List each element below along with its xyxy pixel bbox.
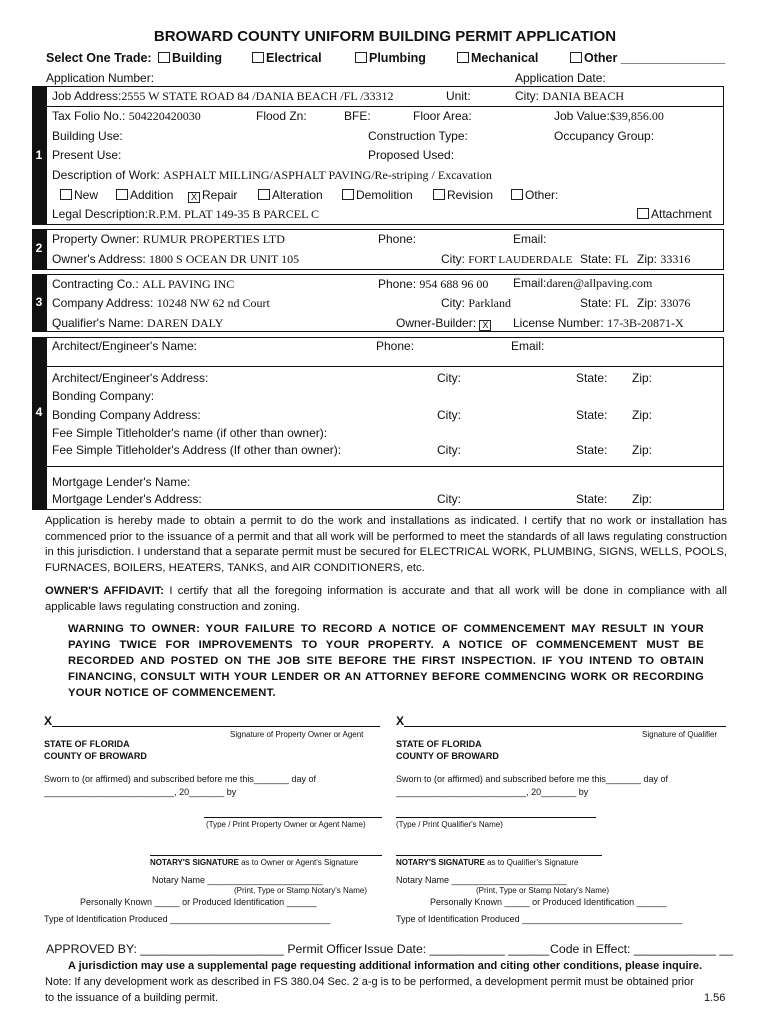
bonding-zip-label[interactable]: Zip: (632, 408, 653, 422)
company-city-field[interactable]: City: Parkland (441, 296, 511, 310)
titleholder-state-label[interactable]: State: (576, 443, 608, 457)
tax-folio-field[interactable]: Tax Folio No.: 504220420030 (52, 109, 201, 123)
qualifier-signature-line[interactable] (404, 726, 726, 727)
trade-mechanical-checkbox[interactable] (457, 52, 469, 63)
personally-known-left[interactable]: Personally Known _____ or Produced Identification ______ (80, 897, 317, 907)
owner-zip-field[interactable]: Zip: 33316 (637, 252, 691, 266)
development-note-2: to the issuance of a building permit. (45, 992, 219, 1004)
job-value-field[interactable]: Job Value:$39,856.00 (554, 109, 664, 123)
bfe-label[interactable]: BFE: (344, 109, 371, 123)
id-type-right[interactable]: Type of Identification Produced ________________________________ (396, 914, 683, 924)
notary-signature-line-left[interactable] (150, 855, 382, 856)
trade-plumbing[interactable]: Plumbing (355, 51, 426, 65)
bonding-state-label[interactable]: State: (576, 408, 608, 422)
company-zip-field[interactable]: Zip: 33076 (637, 296, 691, 310)
unit-label[interactable]: Unit: (446, 89, 471, 103)
owner-builder-checkbox[interactable]: X (479, 320, 491, 331)
work-other[interactable]: Other: (511, 188, 558, 202)
building-use-label[interactable]: Building Use: (52, 129, 123, 143)
architect-address-label[interactable]: Architect/Engineer's Address: (52, 371, 209, 385)
qualifier-name-field[interactable]: Qualifier's Name: DAREN DALY (52, 316, 224, 330)
state-of-florida-right: STATE OF FLORIDA (396, 739, 482, 749)
contractor-email-field[interactable]: Email:daren@allpaving.com (513, 276, 653, 290)
county-broward-left: COUNTY OF BROWARD (44, 751, 147, 761)
architect-zip-label[interactable]: Zip: (632, 371, 653, 385)
architect-state-label[interactable]: State: (576, 371, 608, 385)
mortgage-lender-address-label[interactable]: Mortgage Lender's Address: (52, 492, 202, 506)
notary-signature-caption-left: NOTARY'S SIGNATURE as to Owner or Agent's Signature (150, 858, 359, 867)
notary-name-left[interactable]: Notary Name _______________________ (152, 875, 323, 885)
owner-signature-x: X (44, 714, 53, 728)
trade-plumbing-checkbox[interactable] (355, 52, 367, 63)
sworn-line-2-left[interactable]: __________________________, 20_______ by (44, 787, 237, 797)
owners-affidavit: OWNER'S AFFIDAVIT: I certify that all the foregoing information is accurate and that all work will be done in compliance with all applicable laws regulating construction and zoning. (45, 585, 727, 613)
bonding-city-label[interactable]: City: (437, 408, 461, 422)
owner-address-field[interactable]: Owner's Address: 1800 S OCEAN DR UNIT 105 (52, 252, 300, 266)
trade-electrical-checkbox[interactable] (252, 52, 264, 63)
attachment-checkbox[interactable] (637, 208, 649, 219)
work-repair[interactable]: X Repair (188, 188, 237, 203)
titleholder-address-label[interactable]: Fee Simple Titleholder's Address (If other than owner): (52, 443, 342, 457)
notary-name-right[interactable]: Notary Name _______________________ (396, 875, 567, 885)
owner-signature-line[interactable] (52, 726, 380, 727)
description-of-work-field[interactable]: Description of Work: ASPHALT MILLING/ASPHALT PAVING/Re-striping / Excavation (52, 168, 492, 182)
sworn-line-2-right[interactable]: __________________________, 20_______ by (396, 787, 589, 797)
divider (46, 466, 724, 467)
trade-electrical[interactable]: Electrical (252, 51, 322, 65)
personally-known-right[interactable]: Personally Known _____ or Produced Identification ______ (430, 897, 667, 907)
mortgage-lender-name-label[interactable]: Mortgage Lender's Name: (52, 475, 191, 489)
flood-zone-label[interactable]: Flood Zn: (256, 109, 307, 123)
application-statement: Application is hereby made to obtain a permit to do the work and installations as indicated. I certify that no work or installation has commenced prior to the issuance of a permit and that all work will be performed to meet the standards of all laws regulating construction in this jurisdiction. I understand that a separate permit must be secured for ELECTRICAL WORK, PLUMBING, SIGNS, WELLS, POOLS, FURNACES, BOILERS, HEATERS, TANKS, and AIR CONDITIONERS, etc. (45, 515, 727, 574)
form-title: BROWARD COUNTY UNIFORM BUILDING PERMIT APPLICATION (153, 28, 617, 45)
sworn-line-1-left[interactable]: Sworn to (or affirmed) and subscribed before me this_______ day of (44, 774, 316, 784)
notary-signature-line-right[interactable] (396, 855, 602, 856)
work-repair-checkbox[interactable]: X (188, 192, 200, 203)
trade-building[interactable]: Building (158, 51, 222, 65)
section-2-bar (32, 229, 46, 270)
owner-email-label[interactable]: Email: (513, 232, 547, 246)
development-note-1: Note: If any development work as described in FS 380.04 Sec. 2 a-g is to be performed, a development permit must be obtained prior (45, 976, 694, 988)
work-new-checkbox[interactable] (60, 189, 72, 200)
work-demolition[interactable]: Demolition (342, 188, 413, 202)
divider (46, 106, 724, 107)
titleholder-zip-label[interactable]: Zip: (632, 443, 653, 457)
trade-other[interactable]: Other _______________ (570, 51, 725, 65)
job-address-field[interactable]: Job Address:2555 W STATE ROAD 84 /DANIA BEACH /FL /33312 (52, 89, 394, 103)
owner-phone-label[interactable]: Phone: (378, 232, 417, 246)
floor-area-label[interactable]: Floor Area: (413, 109, 472, 123)
architect-phone-label[interactable]: Phone: (376, 339, 415, 353)
application-date[interactable]: Application Date: (515, 71, 606, 85)
present-use-label[interactable]: Present Use: (52, 148, 122, 162)
warning-to-owner: WARNING TO OWNER: YOUR FAILURE TO RECORD A NOTICE OF COMMENCEMENT MAY RESULT IN YOUR PAYING TWICE FOR IMPROVEMENTS TO YOUR PROPERTY. A NOTICE OF COMMENCEMENT MUST BE RECORDED AND POSTED ON THE JOB SITE BEFORE THE FIRST INSPECTION. IF YOU INTEND TO OBTAIN FINANCING, CONSULT WITH YOUR LENDER OR AN ATTORNEY BEFORE COMMENCING WORK OR RECORDING YOUR NOTICE OF COMMENCEMENT. (68, 623, 704, 699)
section-3-number: 3 (35, 295, 43, 309)
code-in-effect[interactable]: Code in Effect: ____________ __ (550, 942, 734, 956)
form-version: 1.56 (704, 992, 726, 1004)
work-revision[interactable]: Revision (433, 188, 493, 202)
trade-other-checkbox[interactable] (570, 52, 582, 63)
owner-signature-caption: Signature of Property Owner or Agent (230, 730, 364, 739)
application-number[interactable]: Application Number: (46, 71, 155, 85)
id-type-left[interactable]: Type of Identification Produced ________________________________ (44, 914, 331, 924)
work-addition[interactable]: Addition (116, 188, 173, 202)
work-addition-checkbox[interactable] (116, 189, 128, 200)
work-alteration-checkbox[interactable] (258, 189, 270, 200)
approved-by[interactable]: APPROVED BY: _____________________ Permit Officer (46, 942, 363, 956)
section-1-bar (32, 86, 46, 225)
qualifier-print-line[interactable] (396, 817, 596, 818)
qualifier-signature-caption: Signature of Qualifier (642, 730, 718, 739)
titleholder-name-label[interactable]: Fee Simple Titleholder's name (if other than owner): (52, 426, 328, 440)
architect-name-label[interactable]: Architect/Engineer's Name: (52, 339, 198, 353)
contractor-phone-field[interactable]: Phone: 954 688 96 00 (378, 277, 489, 291)
supplemental-note: A jurisdiction may use a supplemental page requesting additional information and citing other conditions, please inquire. (67, 960, 702, 972)
sworn-line-1-right[interactable]: Sworn to (or affirmed) and subscribed before me this_______ day of (396, 774, 668, 784)
trade-building-checkbox[interactable] (158, 52, 170, 63)
bonding-company-label[interactable]: Bonding Company: (52, 389, 155, 403)
occupancy-group-label[interactable]: Occupancy Group: (554, 129, 655, 143)
owner-print-line[interactable] (204, 817, 382, 818)
work-new[interactable]: New (60, 188, 98, 202)
mortgage-zip-label[interactable]: Zip: (632, 492, 653, 506)
notary-print-caption-right: (Print, Type or Stamp Notary's Name) (476, 886, 609, 895)
issue-date[interactable]: Issue Date: ___________ ______ (364, 942, 550, 956)
job-city-field[interactable]: City: DANIA BEACH (515, 89, 625, 103)
architect-city-label[interactable]: City: (437, 371, 461, 385)
bonding-address-label[interactable]: Bonding Company Address: (52, 408, 201, 422)
qualifier-signature-x: X (396, 714, 405, 728)
notary-print-caption-left: (Print, Type or Stamp Notary's Name) (234, 886, 367, 895)
section-4-bar (32, 337, 46, 510)
titleholder-city-label[interactable]: City: (437, 443, 461, 457)
trade-label: Select One Trade: (46, 51, 152, 65)
section-3-bar (32, 274, 46, 332)
owner-builder-option[interactable]: Owner-Builder: X (396, 316, 493, 331)
divider (46, 366, 724, 367)
legal-description-field[interactable]: Legal Description:R.P.M. PLAT 149-35 B PARCEL C (52, 207, 319, 221)
property-owner-field[interactable]: Property Owner: RUMUR PROPERTIES LTD (52, 232, 285, 246)
trade-mechanical[interactable]: Mechanical (457, 51, 538, 65)
company-state-field[interactable]: State: FL (580, 296, 629, 310)
owner-city-field[interactable]: City: FORT LAUDERDALE (441, 252, 573, 266)
owner-state-field[interactable]: State: FL (580, 252, 629, 266)
section-4-number: 4 (35, 405, 43, 419)
work-alteration[interactable]: Alteration (258, 188, 323, 202)
contracting-company-field[interactable]: Contracting Co.: ALL PAVING INC (52, 277, 235, 291)
section-2-number: 2 (35, 241, 43, 255)
mortgage-city-label[interactable]: City: (437, 492, 461, 506)
attachment-option[interactable]: Attachment (637, 207, 712, 221)
state-of-florida-left: STATE OF FLORIDA (44, 739, 130, 749)
architect-email-label[interactable]: Email: (511, 339, 545, 353)
work-revision-checkbox[interactable] (433, 189, 445, 200)
company-address-field[interactable]: Company Address: 10248 NW 62 nd Court (52, 296, 270, 310)
construction-type-label[interactable]: Construction Type: (368, 129, 468, 143)
county-broward-right: COUNTY OF BROWARD (396, 751, 499, 761)
mortgage-state-label[interactable]: State: (576, 492, 608, 506)
qualifier-print-caption: (Type / Print Qualifier's Name) (396, 820, 503, 829)
work-other-checkbox[interactable] (511, 189, 523, 200)
section-1-number: 1 (35, 148, 43, 162)
work-demolition-checkbox[interactable] (342, 189, 354, 200)
proposed-used-label[interactable]: Proposed Used: (368, 148, 455, 162)
notary-signature-caption-right: NOTARY'S SIGNATURE as to Qualifier's Signature (396, 858, 579, 867)
owner-print-caption: (Type / Print Property Owner or Agent Name) (206, 820, 366, 829)
license-number-field[interactable]: License Number: 17-3B-20871-X (513, 316, 684, 330)
